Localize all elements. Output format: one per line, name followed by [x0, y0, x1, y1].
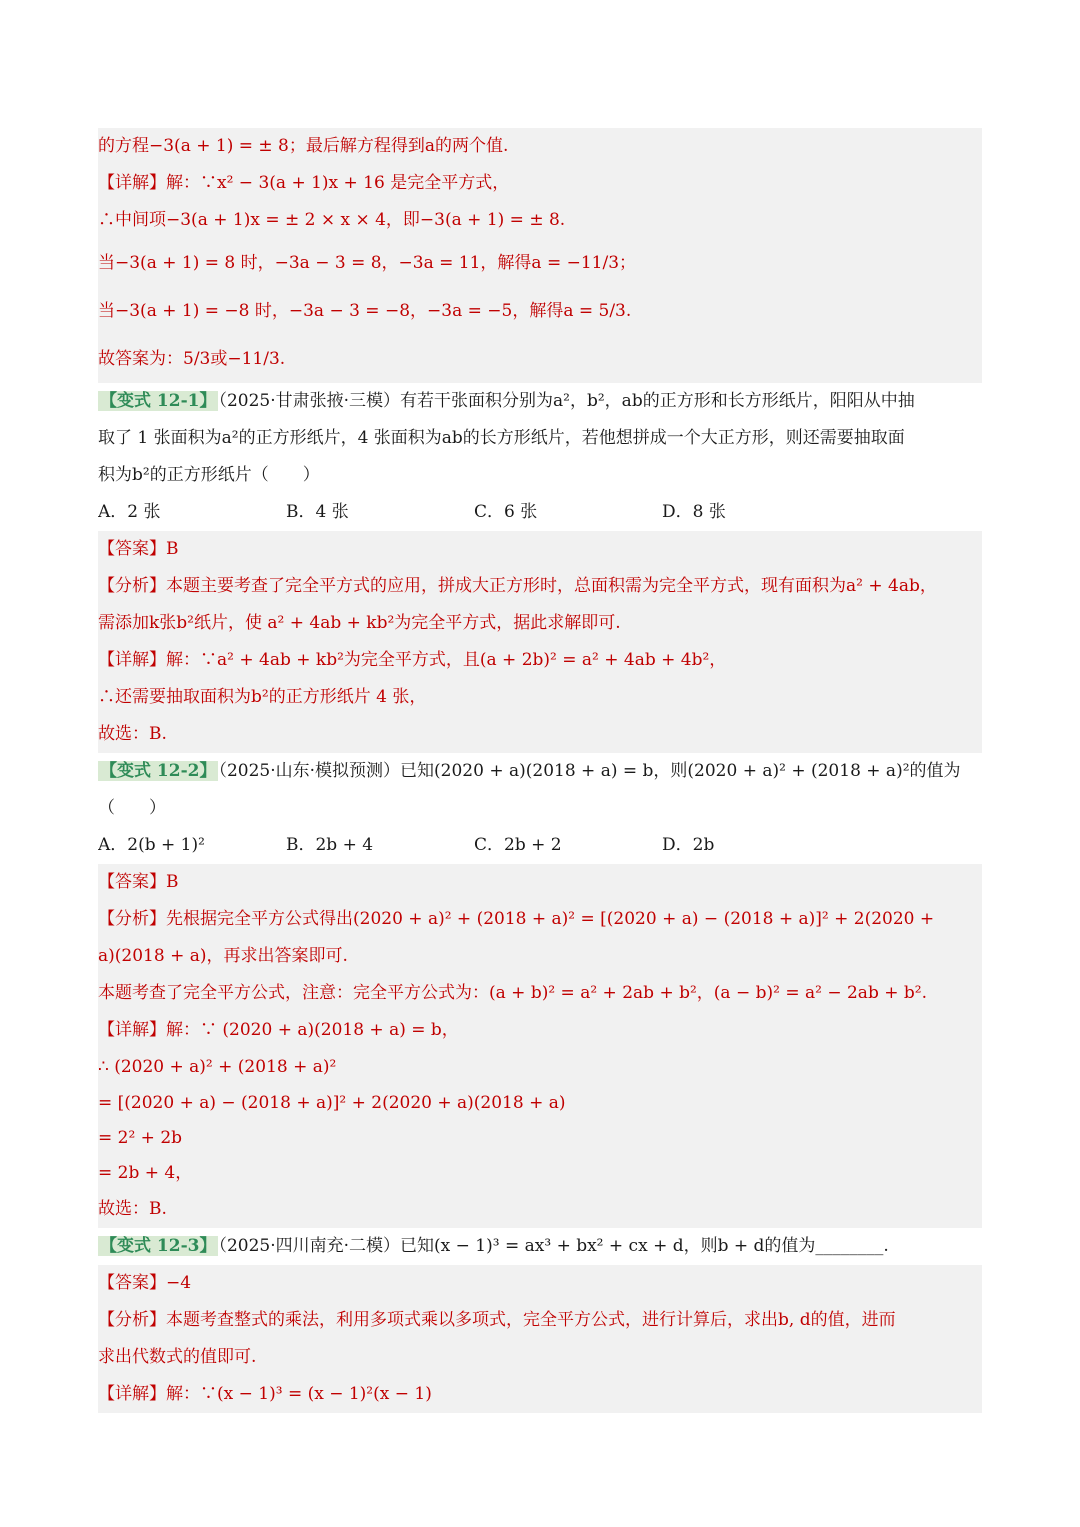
variant-tag: 【变式 12-1】: [100, 391, 217, 411]
analysis-line: 需添加k张b²纸片，使 a² + 4ab + kb²为完全平方式，据此求解即可.: [98, 605, 982, 642]
detail-line: ∴ (2020 + a)² + (2018 + a)²: [98, 1049, 982, 1086]
analysis-line: 求出代数式的值即可.: [98, 1339, 982, 1376]
analysis-line: 【分析】本题主要考查了完全平方式的应用，拼成大正方形时，总面积需为完全平方式，现有面积为a² + 4ab，: [98, 568, 982, 605]
detail-line: 故选：B.: [98, 1191, 982, 1228]
analysis-line: a)(2018 + a)，再求出答案即可.: [98, 938, 982, 975]
content: [98, 128, 982, 1413]
analysis-line: 本题考查了完全平方公式，注意：完全平方公式为：(a + b)² = a² + 2ab + b²，(a − b)² = a² − 2ab + b².: [98, 975, 982, 1012]
detail-line: = 2b + 4，: [98, 1156, 982, 1191]
options-row: [98, 494, 982, 531]
solution-block-12-1: [98, 531, 982, 753]
detail-line: ∴还需要抽取面积为b²的正方形纸片 4 张，: [98, 679, 982, 716]
option-c: C．2b + 2: [474, 835, 562, 855]
option-d: D．8 张: [662, 502, 726, 522]
solution-line: 当−3(a + 1) = 8 时，−3a − 3 = 8，−3a = 11，解得a = −11/3；: [98, 239, 982, 287]
variant-tag: 【变式 12-3】: [100, 1236, 217, 1256]
question-line: 积为b²的正方形纸片（ ）: [98, 465, 320, 485]
option-b: B．2b + 4: [286, 835, 374, 855]
option-b: B．4 张: [286, 502, 349, 522]
option-a: A．2 张: [98, 502, 161, 522]
question-text: （2025·四川南充·二模）已知(x − 1)³ = ax³ + bx² + cx + d，则b + d的值为________.: [218, 1236, 889, 1256]
question-text: （2025·甘肃张掖·三模）有若干张面积分别为a²，b²，ab的正方形和长方形纸片，阳阳从中抽: [218, 391, 915, 411]
question-12-3: [98, 1228, 982, 1265]
question-line: （ ）: [98, 798, 166, 818]
solution-line: 【详解】解：∵x² − 3(a + 1)x + 16 是完全平方式，: [98, 165, 982, 202]
question-text: （2025·山东·模拟预测）已知(2020 + a)(2018 + a) = b，则(2020 + a)² + (2018 + a)²的值为: [218, 761, 961, 781]
question-12-1: [98, 383, 982, 531]
solution-line: 故答案为：5/3或−11/3.: [98, 335, 982, 383]
detail-line: 【详解】解：∵ (2020 + a)(2018 + a) = b，: [98, 1012, 982, 1049]
question-line: [98, 1228, 982, 1265]
detail-line: = [(2020 + a) − (2018 + a)]² + 2(2020 + a)(2018 + a): [98, 1086, 982, 1121]
variant-tag: 【变式 12-2】: [100, 761, 217, 781]
detail-line: 故选：B.: [98, 716, 982, 753]
solution-line: 当−3(a + 1) = −8 时，−3a − 3 = −8，−3a = −5，解得a = 5/3.: [98, 287, 982, 335]
option-a: A．2(b + 1)²: [98, 835, 205, 855]
analysis-line: 【分析】本题考查整式的乘法，利用多项式乘以多项式，完全平方公式，进行计算后，求出b, d的值，进而: [98, 1302, 982, 1339]
detail-line: 【详解】解：∵a² + 4ab + kb²为完全平方式，且(a + 2b)² = a² + 4ab + 4b²，: [98, 642, 982, 679]
detail-line: 【详解】解：∵(x − 1)³ = (x − 1)²(x − 1): [98, 1376, 982, 1413]
answer-line: 【答案】−4: [98, 1265, 982, 1302]
solution-block-12-3: [98, 1265, 982, 1413]
option-d: D．2b: [662, 835, 715, 855]
question-line: [98, 753, 982, 790]
question-line: [98, 383, 982, 420]
question-line: 取了 1 张面积为a²的正方形纸片，4 张面积为ab的长方形纸片，若他想拼成一个大正方形，则还需要抽取面: [98, 428, 905, 448]
solution-line: ∴中间项−3(a + 1)x = ± 2 × x × 4，即−3(a + 1) = ± 8.: [98, 202, 982, 239]
detail-line: = 2² + 2b: [98, 1121, 982, 1156]
solution-block-12: [98, 128, 982, 383]
analysis-line: 【分析】先根据完全平方公式得出(2020 + a)² + (2018 + a)² = [(2020 + a) − (2018 + a)]² + 2(2020 +: [98, 901, 982, 938]
solution-line: 的方程−3(a + 1) = ± 8；最后解方程得到a的两个值.: [98, 128, 982, 165]
option-c: C．6 张: [474, 502, 538, 522]
options-row: [98, 827, 982, 864]
solution-block-12-2: [98, 864, 982, 1228]
question-12-2: [98, 753, 982, 864]
answer-line: 【答案】B: [98, 531, 982, 568]
answer-line: 【答案】B: [98, 864, 982, 901]
